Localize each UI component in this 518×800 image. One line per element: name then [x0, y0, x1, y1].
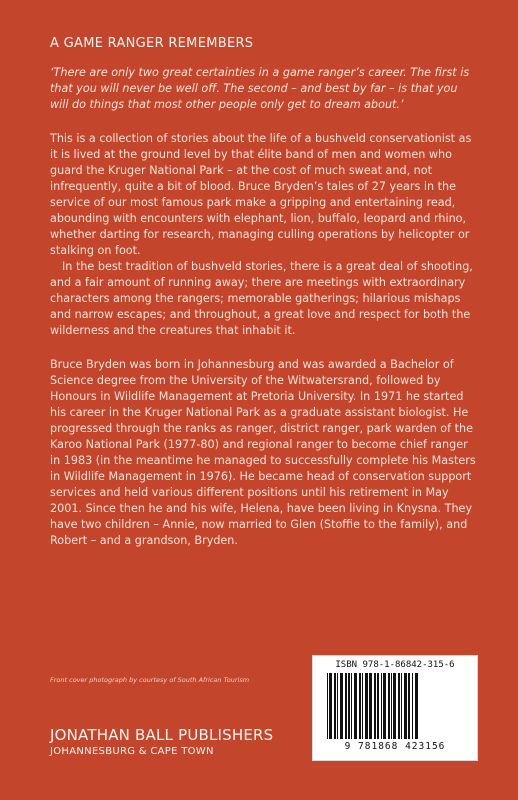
- publisher-city: JOHANNESBURG & CAPE TOWN: [50, 746, 214, 757]
- barcode-icon: [323, 673, 467, 739]
- barcode-bar: [348, 673, 350, 739]
- barcode-bar: [401, 673, 402, 739]
- barcode-bar: [412, 673, 413, 739]
- publisher-name: JONATHAN BALL PUBLISHERS: [50, 726, 274, 744]
- barcode-bar: [374, 673, 376, 739]
- barcode-bar: [408, 673, 410, 739]
- barcode-bar: [369, 673, 372, 739]
- barcode-digits: 9 781868 423156: [344, 741, 446, 752]
- barcode-bar: [415, 673, 418, 739]
- description-paragraph-2: In the best tradition of bushveld stories, there is a great deal of shooting, and a fair amount of running away; there are meetings with extraordinary characters among the rangers; memorable gatherings; hilarious mishaps and narrow escapes; and throughout, a great love and respect for both the wilderness and the creatures that inhabit it.: [50, 260, 473, 337]
- barcode-bar: [337, 673, 338, 739]
- barcode-bar: [340, 673, 343, 739]
- barcode-bar: [334, 673, 336, 739]
- barcode-bar: [359, 673, 361, 739]
- author-bio: Bruce Bryden was born in Johannesburg and was awarded a Bachelor of Science degree from the University of the Witwatersrand, followed by Honours in Wildlife Management at Pretoria University. In 1971 he started his career in the Kruger National Park as a graduate assistant biologist. He progressed through the ranks as ranger, district ranger, park warden of the Karoo National Park (1977-80) and regional ranger to become chief ranger in 1983 (in the meantime he managed to successfully complete his Masters in Wildlife Management in 1976). He became head of conservation support services and held various different positions until his retirement in May 2001. Since then he and his wife, Helena, have been living in Knysna. They have two children – Annie, now married to Glen (Stoffie to the family), and Robert – and a grandson, Bryden.: [50, 358, 476, 547]
- barcode-bar: [393, 673, 396, 739]
- barcode-bar: [365, 673, 368, 739]
- barcode-bar: [351, 673, 352, 739]
- photo-credit: Front cover photograph by courtesy of South African Tourism: [50, 676, 250, 684]
- barcode-bar: [327, 673, 328, 739]
- isbn-label: ISBN 978-1-86842-315-6: [335, 660, 455, 670]
- barcode-bar: [388, 673, 390, 739]
- barcode-bar: [345, 673, 347, 739]
- barcode-bar: [391, 673, 392, 739]
- barcode-bar: [381, 673, 382, 739]
- barcode-bar: [377, 673, 379, 739]
- series-title: A GAME RANGER REMEMBERS: [50, 36, 254, 51]
- description-paragraph-1: This is a collection of stories about the life of a bushveld conservationist as it is lived at the ground level by that élite band of men and women who guard the Kruger National Park – at the cost of much sweat and, not infrequently, quite a bit of blood. Bruce Bryden’s tales of 27 years in the service of our most famous park make a gripping and entertaining read, abounding with encounters with elephant, lion, buffalo, leopard and rhino, whether darting for research, managing culling operations by helicopter or stalking on foot.: [50, 132, 472, 257]
- barcode-bar: [354, 673, 357, 739]
- barcode-bar: [383, 673, 386, 739]
- opening-quote: ‘There are only two great certainties in a game ranger’s career. The first is that you will never be well off. The second – and best by far – is that you will do things that most other people only get to dream about.’: [50, 66, 470, 111]
- barcode-panel: [312, 655, 478, 761]
- barcode-bar: [404, 673, 407, 739]
- barcode-bar: [398, 673, 400, 739]
- barcode-bar: [362, 673, 363, 739]
- back-cover-text: [50, 36, 478, 549]
- barcode-bar: [329, 673, 332, 739]
